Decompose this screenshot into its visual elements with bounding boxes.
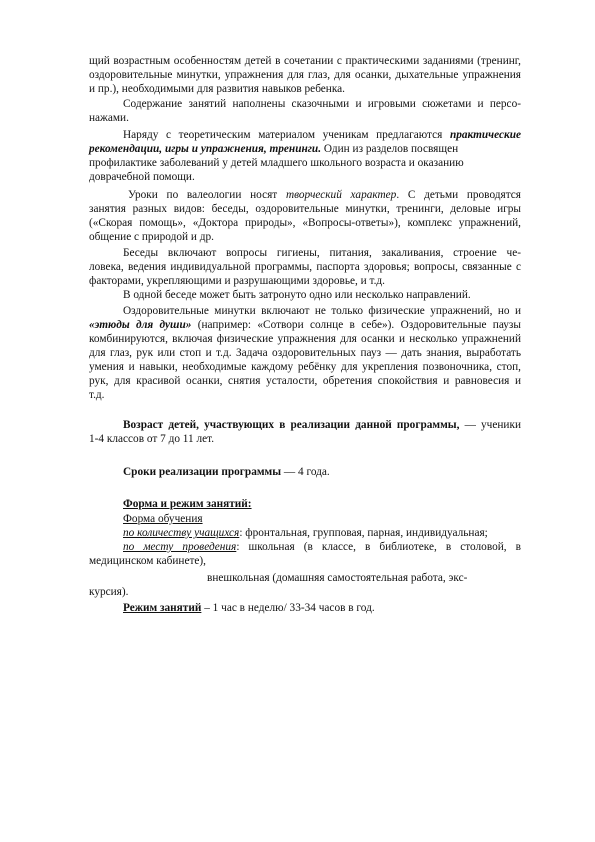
text-line: умения и навыки, необходимые каждому ребёнку для укрепления позвоночника, стоп, (89, 361, 521, 373)
text-line: щий возрастным особенностям детей в сочетании с практическими заданиями (тренинг, (89, 55, 521, 67)
subheading-form-of-study: Форма обучения (123, 513, 203, 525)
text-line: т.д. (89, 389, 105, 401)
text-line: по количеству учащихся: фронтальная, групповая, парная, индивидуальная; (123, 527, 488, 539)
section-heading-duration: Сроки реализации программы — 4 года. (123, 466, 330, 478)
text-line: Оздоровительные минутки включают не только физические упражнений, но и (123, 305, 521, 317)
text-line: для глаз, рук или стоп и т.д. Задача оздоровительных пауз — дать знания, выработать (89, 347, 521, 359)
text-line: и пр.), необходимыми для развития навыков ребенка. (89, 83, 346, 95)
text-line: оздоровительные минутки, упражнения для глаз, для осанки, дыхательные упражнения (89, 69, 521, 81)
text-line: комбинируются, включая физические упражнения для осанки и несколько упражнений (89, 333, 521, 345)
text-line: общение с природой и др. (89, 231, 214, 243)
text-line: курсия). (89, 586, 129, 598)
text-line: занятия разных видов: беседы, оздоровительные минутки, тренинги, деловые игры (89, 203, 521, 215)
text-line: 1-4 классов от 7 до 11 лет. (89, 433, 215, 445)
text-line: доврачебной помощи. (89, 171, 195, 183)
section-heading-form: Форма и режим занятий: (123, 498, 252, 510)
text-line: Уроки по валеологии носят творческий характер. С детьми проводятся (128, 189, 521, 201)
text-line: факторами, укрепляющими и разрушающими здоровье, и т.д. (89, 275, 386, 287)
text-line: Режим занятий – 1 час в неделю/ 33-34 часов в год. (123, 602, 375, 614)
section-heading-age: Возраст детей, участвующих в реализации данной программы, — ученики (123, 419, 521, 431)
text-line: по месту проведения: школьная (в классе, в библиотеке, в столовой, в (123, 541, 521, 553)
text-line: ловека, ведения индивидуальной программы, паспорта здоровья; вопросы, связанные с (89, 261, 521, 273)
text-line: нажами. (89, 112, 129, 124)
text-line: внешкольная (домашняя самостоятельная работа, экс- (207, 572, 468, 584)
text-line: рук, для красивой осанки, снятия усталости, обретения спокойствия и равновесия и (89, 375, 521, 387)
text-line: Наряду с теоретическим материалом ученикам предлагаются практические (123, 129, 521, 141)
text-line: («Скорая помощь», «Доктора природы», «Вопросы-ответы»), комплекс упражнений, (89, 217, 521, 229)
text-line: рекомендации, игры и упражнения, тренинги. Один из разделов посвящен (89, 143, 459, 155)
text-line: В одной беседе может быть затронуто одно или несколько направлений. (123, 289, 471, 301)
text-line: медицинском кабинете), (89, 555, 207, 567)
text-line: профилактике заболеваний у детей младшего школьного возраста и оказанию (89, 157, 464, 169)
text-line: Беседы включают вопросы гигиены, питания, закаливания, строение че- (123, 247, 521, 259)
text-line: «этюды для души» (например: «Сотвори солнце в себе»). Оздоровительные паузы (89, 319, 521, 331)
text-line: Содержание занятий наполнены сказочными и игровыми сюжетами и персо- (123, 98, 521, 110)
